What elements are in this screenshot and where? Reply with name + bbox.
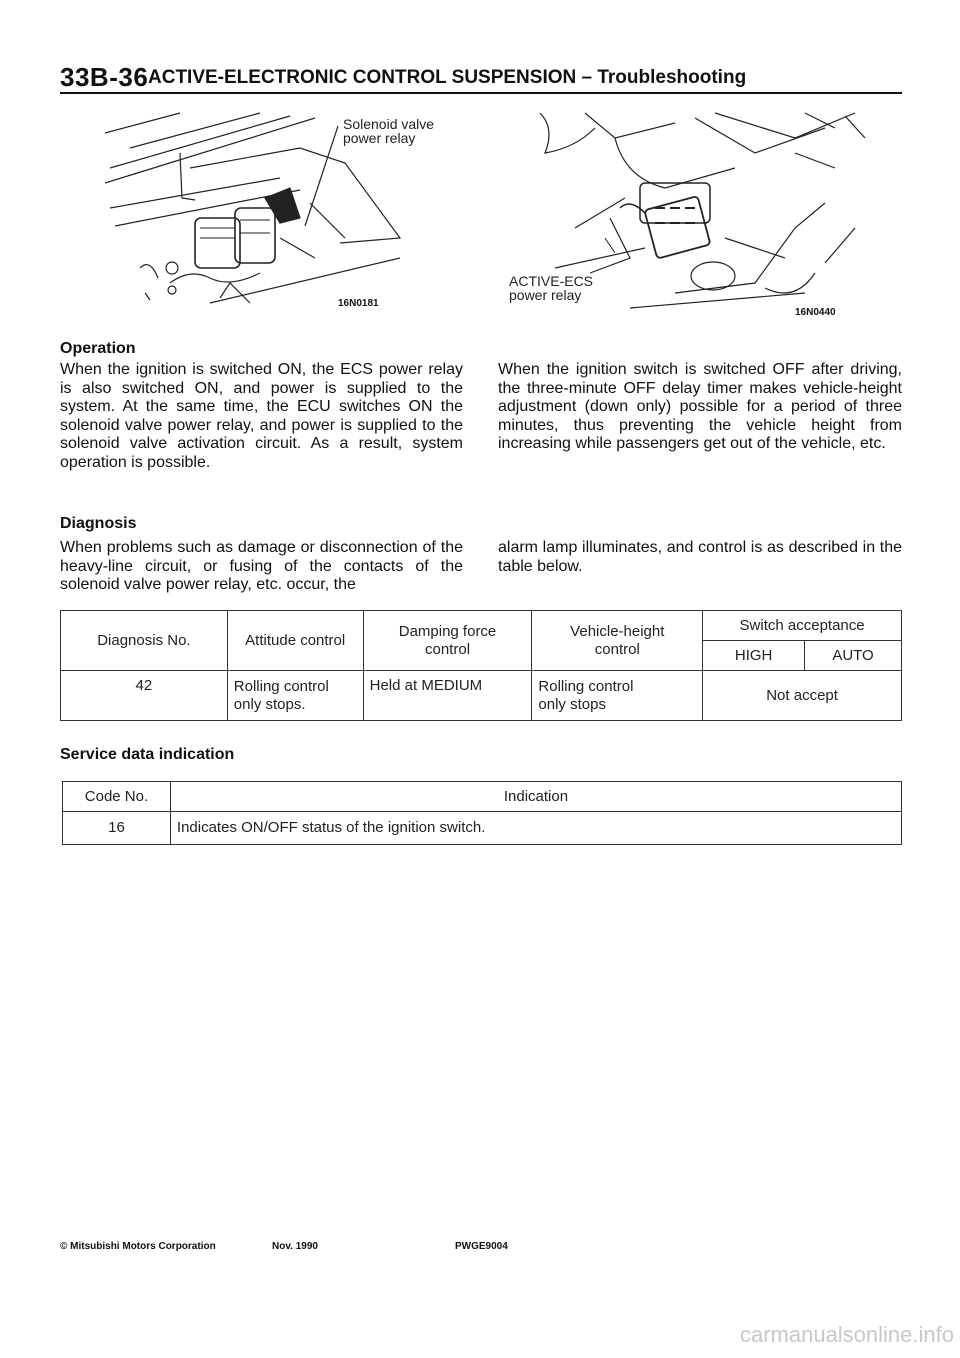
diagnosis-heading: Diagnosis	[60, 515, 137, 532]
footer-date: Nov. 1990	[272, 1241, 318, 1252]
page-header	[60, 62, 902, 94]
cell-switch-acceptance: Not accept	[703, 671, 902, 721]
service-heading: Service data indication	[60, 746, 235, 763]
service-table	[62, 781, 902, 845]
table-header-row	[63, 782, 902, 812]
cell-diagnosis-no: 42	[61, 671, 228, 721]
figure-id: 16N0181	[338, 298, 379, 309]
header-attitude-control: Attitude control	[227, 611, 363, 671]
operation-heading: Operation	[60, 340, 136, 357]
header-line: control	[594, 640, 640, 658]
operation-text-left: When the ignition is switched ON, the ECS power relay is also switched ON, and power is supplied to the system. At the same time, the ECU switches ON the solenoid valve power relay, and power is supplied to the solenoid valve activation circuit. As a result, system operation is possible.	[60, 361, 463, 471]
header-vehicle-height	[532, 611, 703, 671]
label-line: power relay	[509, 287, 582, 303]
cell-damping: Held at MEDIUM	[363, 671, 532, 721]
table-header-row	[61, 611, 902, 641]
solenoid-relay-label	[343, 117, 434, 145]
header-line: Damping force	[398, 622, 497, 640]
figure-id: 16N0440	[795, 307, 836, 318]
ecs-relay-label	[509, 274, 593, 302]
diagnosis-text-right: alarm lamp illuminates, and control is as described in the table below.	[498, 539, 902, 575]
cell-line: only stops.	[233, 695, 306, 713]
diagnosis-text-left: When problems such as damage or disconnection of the heavy-line circuit, or fusing of the contacts of the solenoid valve power relay, etc. occur, the	[60, 539, 463, 593]
header-indication: Indication	[170, 782, 901, 812]
cell-line: only stops	[538, 695, 606, 713]
header-switch-acceptance: Switch acceptance	[703, 611, 902, 641]
operation-text-right: When the ignition switch is switched OFF after driving, the three-minute OFF delay timer makes vehicle-height adjustment (down only) possible for a period of three minutes, thus preventing the vehicle height from increasing while passengers get out of the vehicle, etc.	[498, 361, 902, 452]
cell-indication: Indicates ON/OFF status of the ignition switch.	[170, 812, 901, 845]
table-row	[61, 671, 902, 721]
page-title: ACTIVE-ELECTRONIC CONTROL SUSPENSION – Troubleshooting	[148, 67, 747, 88]
section-code: 33B-36	[60, 62, 149, 92]
header-code-no: Code No.	[63, 782, 171, 812]
cell-attitude	[227, 671, 363, 721]
header-diagnosis-no: Diagnosis No.	[61, 611, 228, 671]
diagnosis-table	[60, 610, 902, 721]
header-high: HIGH	[703, 641, 805, 671]
header-line: control	[425, 640, 471, 658]
header-line: Vehicle-height	[570, 622, 665, 640]
footer-doc-id: PWGE9004	[455, 1241, 508, 1252]
cell-code: 16	[63, 812, 171, 845]
figure-ecs-power-relay	[495, 108, 905, 323]
label-line: ACTIVE-ECS	[509, 273, 594, 289]
footer-copyright: © Mitsubishi Motors Corporation	[60, 1241, 216, 1252]
cell-line: Rolling control	[233, 677, 329, 695]
cell-height	[532, 671, 703, 721]
cell-line: Rolling control	[538, 677, 634, 695]
watermark: carmanualsonline.info	[739, 1322, 954, 1347]
figure-solenoid-valve-relay	[100, 108, 460, 318]
table-row	[63, 812, 902, 845]
label-line: power relay	[343, 130, 416, 146]
label-line: Solenoid valve	[343, 116, 435, 132]
header-damping-force	[363, 611, 532, 671]
header-auto: AUTO	[805, 641, 902, 671]
